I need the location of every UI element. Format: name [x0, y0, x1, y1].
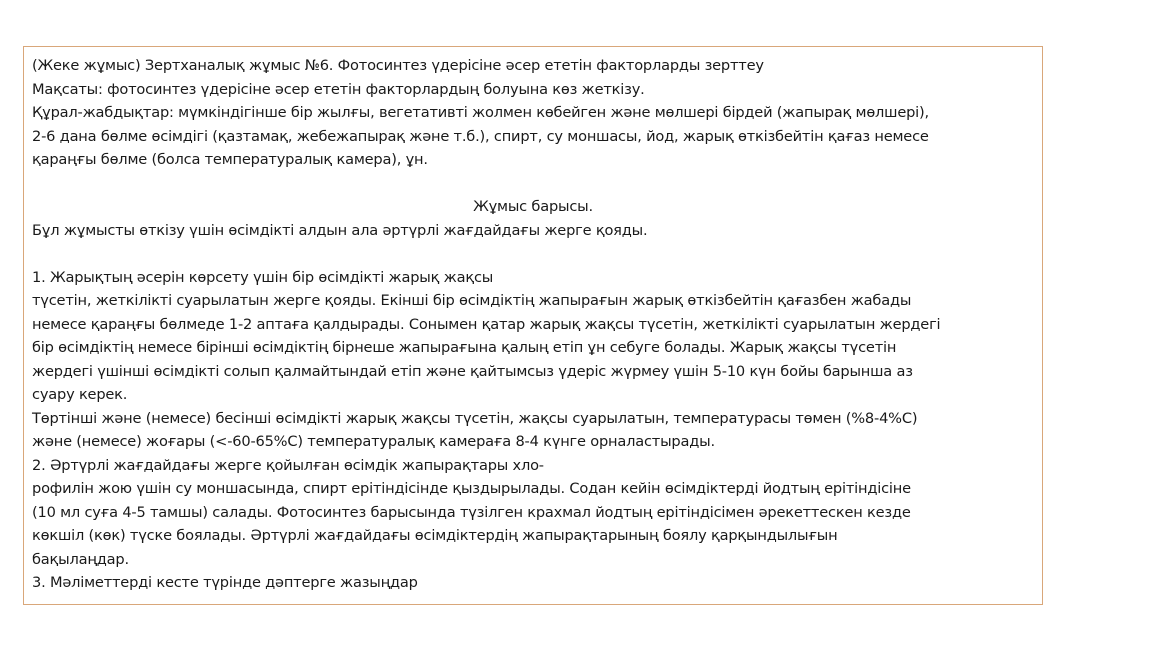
step-1-line-4: бір өсімдіктің немесе бірінші өсімдіктің бірнеше жапырағына қалың етіп ұн себуге болады. Жарық жақсы түсетін	[32, 339, 897, 356]
document-title: (Жеке жұмыс) Зертханалық жұмыс №6. Фотосинтез үдерісіне әсер ететін факторларды зерттеу	[32, 57, 764, 74]
step-2-line-5: бақылаңдар.	[32, 550, 129, 568]
blank-line	[32, 242, 1034, 266]
step-1-line-2: түсетін, жеткілікті суарылатын жерге қояды. Екінші бір өсімдіктің жапырағын жарық өткізбейтін қағазбен жабады	[32, 292, 912, 309]
equipment-line-1: Құрал-жабдықтар: мүмкіндігінше бір жылғы, вегетативті жолмен көбейген және мөлшері бірдей (жапырақ мөлшері),	[32, 104, 929, 121]
step-2-line-2: рофилін жою үшін су моншасында, спирт ерітіндісінде қыздырылады. Содан кейін өсімдіктерді йодтың ерітіндісіне	[32, 480, 911, 497]
step-1-line-8: және (немесе) жоғары (<-60-65%С) температуралық камераға 8-4 күнге орналастырады.	[32, 433, 715, 450]
step-3-line: 3. Мәліметтерді кесте түрінде дәптерге жазыңдар	[32, 574, 418, 591]
step-1-line-7: Төртінші және (немесе) бесінші өсімдікті жарық жақсы түсетін, жақсы суарылатын, температурасы төмен (%8-4%С)	[32, 409, 918, 427]
step-1-line-6: суару керек.	[32, 386, 128, 403]
blank-line	[32, 172, 1034, 196]
purpose-line: Мақсаты: фотосинтез үдерісіне әсер ететін факторлардың болуына көз жеткізу.	[32, 80, 645, 98]
step-1-line-3: немесе қараңғы бөлмеде 1-2 аптаға қалдырады. Сонымен қатар жарық жақсы түсетін, жеткілікті суарылатын жердегі	[32, 315, 941, 333]
step-1-line-1: 1. Жарықтың әсерін көрсету үшін бір өсімдікті жарық жақсы	[32, 268, 494, 286]
lab-work-text-box[interactable]	[23, 46, 1043, 605]
step-2-line-3: (10 мл суға 4-5 тамшы) салады. Фотосинтез барысында түзілген крахмал йодтың ерітіндісімен әрекеттескен кезде	[32, 503, 911, 521]
equipment-line-2: 2-6 дана бөлме өсімдігі (қазтамақ, жебежапырақ және т.б.), спирт, су моншасы, йод, жарық өткізбейтін қағаз немесе	[32, 127, 929, 145]
step-2-line-4: көкшіл (көк) түске боялады. Әртүрлі жағдайдағы өсімдіктердің жапырақтарының боялу қарқындылығын	[32, 527, 838, 544]
intro-line: Бұл жұмысты өткізу үшін өсімдікті алдын ала әртүрлі жағдайдағы жерге қояды.	[32, 221, 648, 239]
step-1-line-5: жердегі үшінші өсімдікті солып қалмайтындай етіп және қайтымсыз үдеріс жүрмеу үшін 5-10 күн бойы барынша аз	[32, 362, 913, 380]
step-2-line-1: 2. Әртүрлі жағдайдағы жерге қойылған өсімдік жапырақтары хло-	[32, 456, 544, 474]
section-heading: Жұмыс барысы.	[473, 198, 593, 215]
equipment-line-3: қараңғы бөлме (болса температуралық камера), ұн.	[32, 151, 428, 168]
